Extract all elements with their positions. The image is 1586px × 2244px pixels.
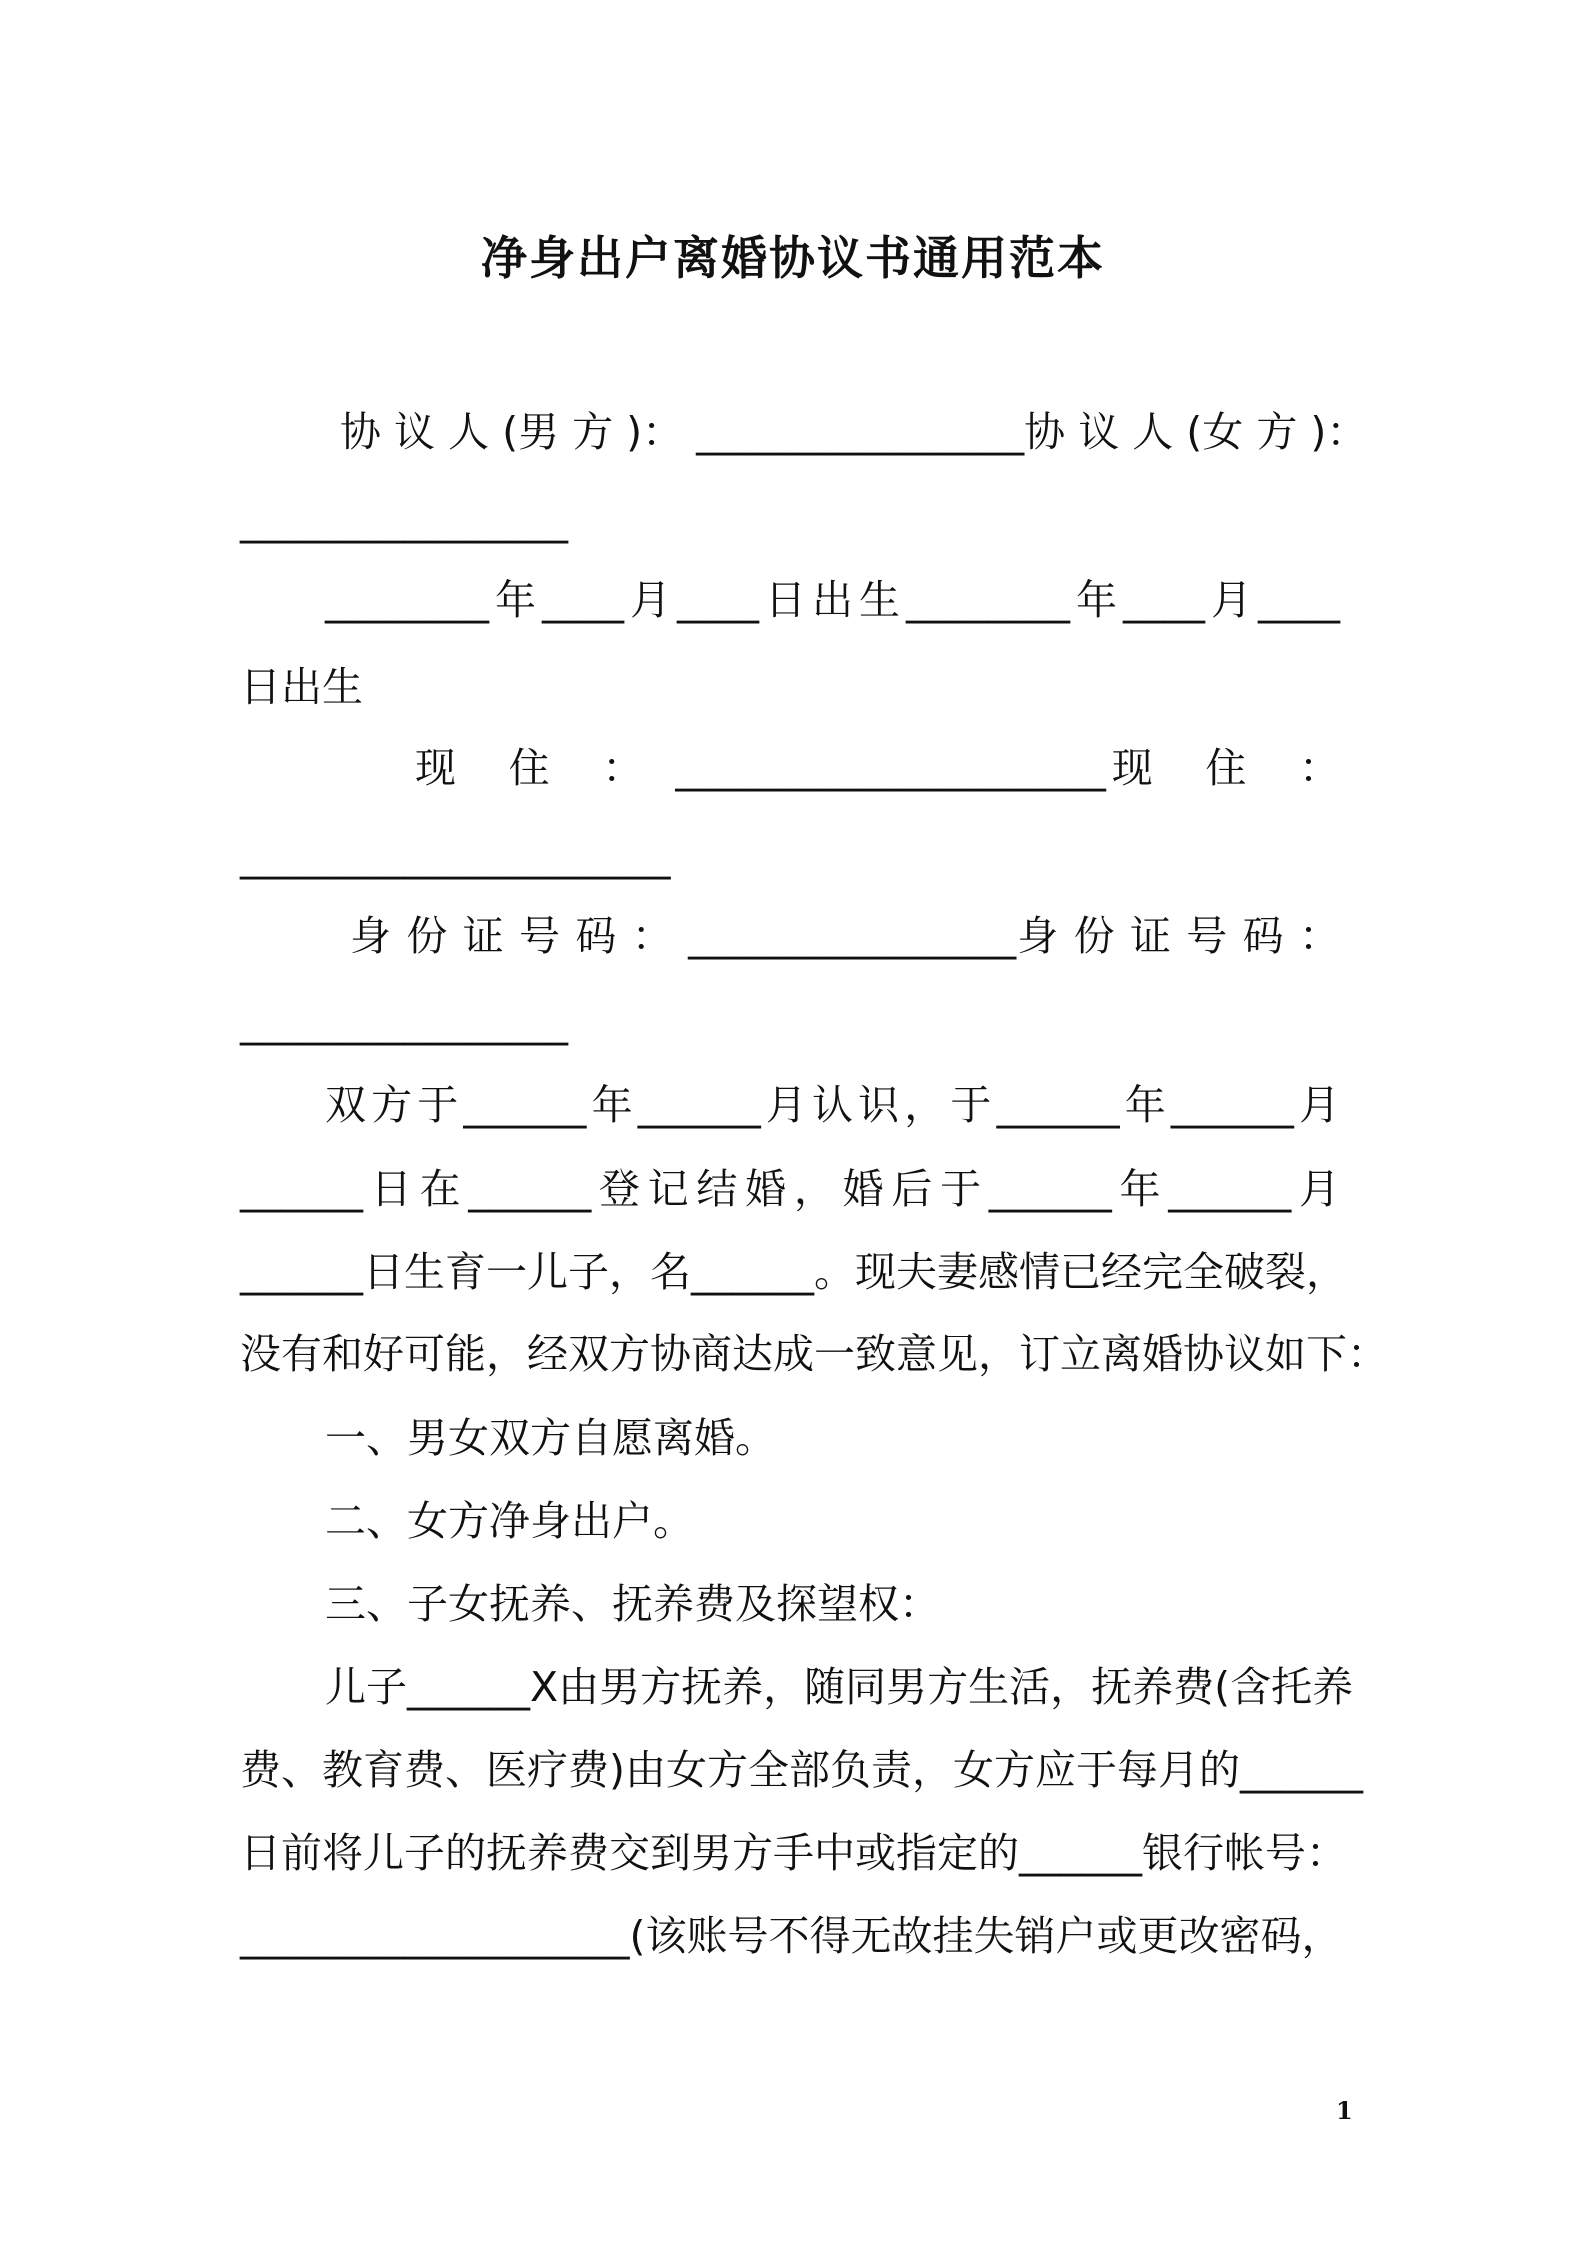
paragraph-line: ___________________(该账号不得无故挂失销户或更改密码， bbox=[240, 1912, 1343, 1960]
birth-line: ________年____月____日出生________年____月____ bbox=[325, 576, 1340, 624]
document-title: 净身出户离婚协议书通用范本 bbox=[481, 231, 1105, 285]
id-line: 身 份 证 号 码 ： ________________身 份 证 号 码 ： bbox=[350, 912, 1340, 960]
clause-3: 三、子女抚养、抚养费及探望权： bbox=[325, 1580, 940, 1628]
birth-line-end: 日出生 bbox=[240, 663, 363, 711]
paragraph-line: 费、教育费、医疗费)由女方全部负责，女方应于每月的______ bbox=[240, 1746, 1363, 1794]
blank-line: ________________ bbox=[240, 998, 568, 1046]
clause-2: 二、女方净身出户。 bbox=[325, 1497, 694, 1545]
page-number: 1 bbox=[1336, 2096, 1353, 2125]
paragraph-line: ______日在______登记结婚，婚后于______年______月 bbox=[240, 1165, 1340, 1213]
party-line: 协 议 人 (男 方 )： ________________协 议 人 (女 方 )： bbox=[340, 408, 1368, 456]
paragraph-line: ______日生育一儿子，名______。现夫妻感情已经完全破裂， bbox=[240, 1248, 1347, 1296]
paragraph-line: 日前将儿子的抚养费交到男方手中或指定的______银行帐号： bbox=[240, 1829, 1347, 1877]
clause-1: 一、男女双方自愿离婚。 bbox=[325, 1414, 776, 1462]
blank-line: _____________________ bbox=[240, 832, 671, 880]
paragraph-line: 双方于______年______月认识，于______年______月 bbox=[325, 1081, 1340, 1129]
address-line: 现 住 ： _____________________现 住 ： bbox=[415, 744, 1340, 792]
paragraph-line: 儿子______X由男方抚养，随同男方生活，抚养费(含托养 bbox=[325, 1663, 1354, 1711]
paragraph-line: 没有和好可能，经双方协商达成一致意见，订立离婚协议如下： bbox=[240, 1330, 1388, 1378]
blank-line: ________________ bbox=[240, 496, 568, 544]
